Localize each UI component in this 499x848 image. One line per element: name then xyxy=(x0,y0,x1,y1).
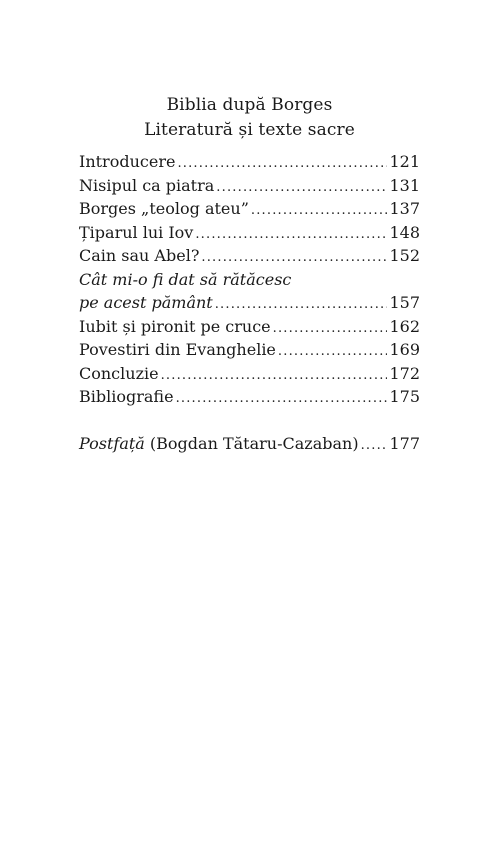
toc-entry-postfata[interactable] xyxy=(79,432,420,456)
toc-entry-title: Introducere xyxy=(79,152,176,171)
dot-leader xyxy=(273,317,388,341)
toc-entry-title: Povestiri din Evanghelie xyxy=(79,340,276,359)
postfata-author: (Bogdan Tătaru-Cazaban) xyxy=(144,433,359,453)
toc-entry-page: 131 xyxy=(389,175,420,195)
toc-entry-page: 157 xyxy=(389,293,420,312)
toc-entry-tiparul[interactable] xyxy=(79,221,420,245)
toc-entry-title: Cain sau Abel? xyxy=(79,246,200,265)
toc-entry-page: 175 xyxy=(389,387,420,406)
dot-leader xyxy=(177,152,387,176)
toc-entry-title: Concluzie xyxy=(79,363,159,383)
toc-entry-page: 152 xyxy=(389,246,420,265)
postfata-italic-title: Postfață xyxy=(79,433,145,453)
toc-entry-concluzie[interactable] xyxy=(79,362,420,386)
toc-entry-title: Nisipul ca piatra xyxy=(79,175,215,195)
dot-leader xyxy=(161,364,388,388)
toc-entry-page: 137 xyxy=(389,199,420,218)
toc-entry-povestiri[interactable] xyxy=(79,338,420,362)
toc-entry-page: 162 xyxy=(389,316,420,336)
toc-entry-page: 121 xyxy=(389,152,420,171)
toc-entry-page: 172 xyxy=(389,363,420,383)
toc-entry-introducere[interactable] xyxy=(79,150,420,174)
spacer xyxy=(79,409,420,432)
dot-leader xyxy=(216,176,387,200)
dot-leader xyxy=(215,293,388,317)
toc-entry-cain[interactable] xyxy=(79,244,420,268)
toc-entry-iubit[interactable] xyxy=(79,315,420,339)
toc-entry-borges[interactable] xyxy=(79,197,420,221)
dot-leader xyxy=(176,387,388,411)
toc-entry-title: Borges „teolog ateu” xyxy=(79,199,249,218)
toc-entry-title xyxy=(79,432,359,456)
dot-leader xyxy=(361,434,388,458)
toc-entry-bibliografie[interactable] xyxy=(79,385,420,409)
section-title: Biblia după Borges xyxy=(166,95,333,115)
toc-entry-page: 177 xyxy=(389,433,420,453)
toc-entry-cat-mi-o-fi-line2[interactable] xyxy=(79,291,420,315)
toc-entry-cat-mi-o-fi-line1[interactable] xyxy=(79,268,420,292)
dot-leader xyxy=(201,246,387,270)
toc-entry-page: 169 xyxy=(389,340,420,359)
toc-entry-nisipul[interactable] xyxy=(79,174,420,198)
dot-leader xyxy=(195,223,387,247)
toc-entry-title: Iubit și pironit pe cruce xyxy=(79,316,271,336)
section-subtitle: Literatură și texte sacre xyxy=(144,120,355,140)
dot-leader xyxy=(278,340,388,364)
table-of-contents xyxy=(79,150,420,455)
toc-entry-title-continued: pe acest pământ xyxy=(79,293,213,312)
toc-entry-page: 148 xyxy=(389,222,420,242)
dot-leader xyxy=(251,199,388,223)
toc-entry-title: Bibliografie xyxy=(79,387,174,406)
toc-entry-title: Țiparul lui Iov xyxy=(79,222,194,242)
toc-entry-title: Cât mi-o fi dat să rătăcesc xyxy=(79,269,292,289)
